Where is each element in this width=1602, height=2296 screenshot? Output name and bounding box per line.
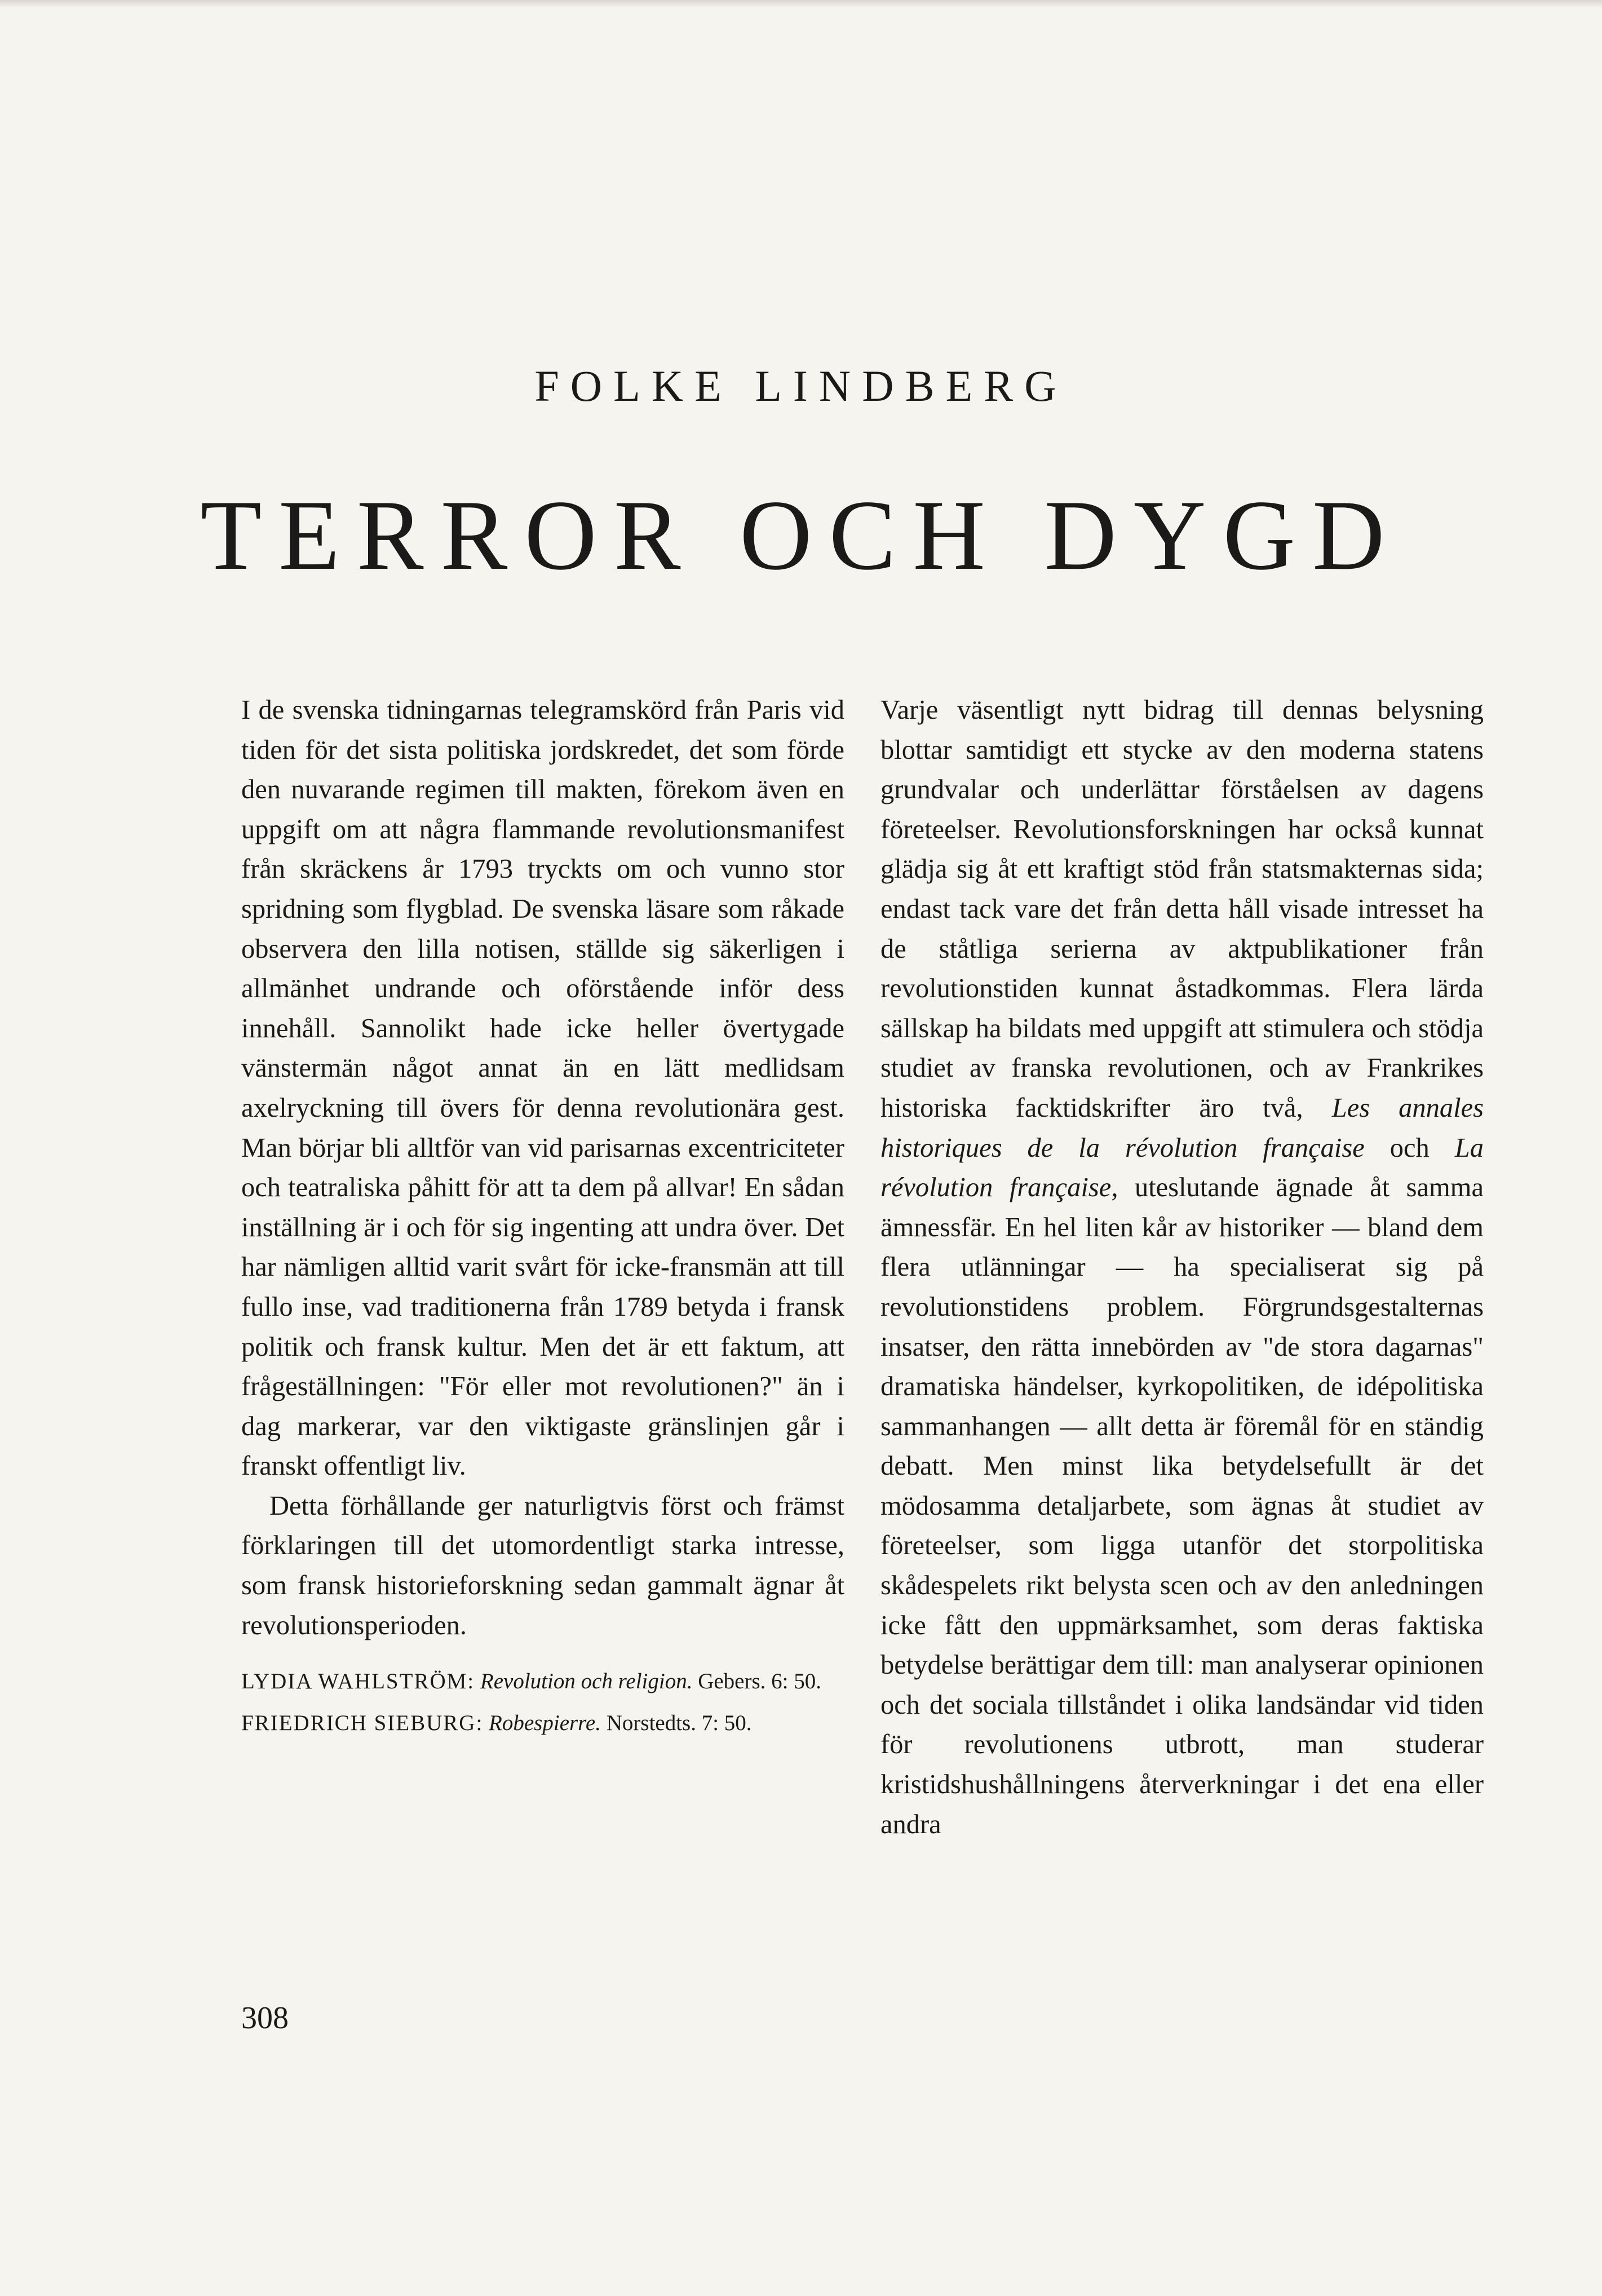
page-number: 308 [241,2001,289,2036]
reference-author: LYDIA WAHLSTRÖM: [241,1669,475,1694]
reference-details: Norstedts. 7: 50. [606,1711,752,1736]
article-title: TERROR OCH DYGD [200,479,1402,591]
right-column [880,691,1484,1844]
right-conjunction: och [1389,1132,1430,1163]
journal-title-1: Les annales historiques de la révolution française [880,1092,1484,1163]
book-reference [241,1666,844,1697]
right-paragraph-1 [880,691,1484,1844]
reviewed-books [241,1666,844,1739]
right-text-a: Varje väsentligt nytt bidrag till dennas belysning blottar samtidigt ett stycke av den moderna statens grundvalar och underlättar förståelsen av dagens företeelser. Revolutionsforskningen har också kunnat glädja sig åt ett kraftigt stöd från statsmakternas sida; endast tack vare det från detta håll visade intresset ha de ståtliga serierna av aktpublikationer från revolutionstiden kunnat åstadkommas. Flera lärda sällskap ha bildats med uppgift att stimulera och stödja studiet av franska revolutionen, och av Frankrikes historiska facktidskrifter äro två, [880,695,1484,1123]
book-reference [241,1707,844,1739]
reference-details: Gebers. 6: 50. [698,1669,821,1694]
article-author: FOLKE LINDBERG [534,361,1068,410]
page-top-edge [0,0,1602,8]
left-paragraph-1: I de svenska tidningarnas telegramskörd från Paris vid tiden för det sista politiska jordskredet, det som förde den nuvarande regimen till makten, förekom även en uppgift om att några flammande revolutionsmanifest från skräckens år 1793 tryckts om och vunno stor spridning som flygblad. De svenska läsare som råkade observera den lilla notisen, ställde sig säkerligen i allmänhet undrande och oförstående inför dess innehåll. Sannolikt hade icke heller övertygade vänstermän något annat än en lätt medlidsam axelryckning till övers för denna revolutionära gest. Man börjar bli alltför van vid parisarnas excentriciteter och teatraliska påhitt för att ta dem på allvar! En sådan inställning är i och för sig ingenting att undra över. Det har nämligen alltid varit svårt för icke-fransmän att till fullo inse, vad traditionerna från 1789 betyda i fransk politik och fransk kultur. Men det är ett faktum, att frågeställningen: "För eller mot revolutionen?" än i dag markerar, var den viktigaste gränslinjen går i franskt offentligt liv. [241,695,844,1481]
reference-author: FRIEDRICH SIEBURG: [241,1711,484,1736]
journal-title-2: La révolution française, [880,1132,1484,1203]
left-column [241,691,844,1749]
right-text-b: uteslutande ägnade åt samma ämnessfär. En hel liten kår av historiker — bland dem flera utlänningar — ha specialiserat sig på revolutionstidens problem. Förgrundsgestalternas insatser, den rätta innebörden av "de stora dagarnas" dramatiska händelser, kyrkopolitiken, de idépolitiska sammanhangen — allt detta är föremål för en ständig debatt. Men minst lika betydelsefullt är det mödosamma detaljarbete, som ägnas åt studiet av företeelser, som ligga utanför det storpolitiska skådespelets rikt belysta scen och av den anledningen icke fått den uppmärksamhet, som deras faktiska betydelse berättigar dem till: man analyserar opinionen och det sociala tillståndet i olika landsändar vid tiden för revolutionens utbrott, man studerar kristidshushållningens återverkningar i det ena eller andra [880,1173,1484,1839]
reference-title: Revolution och religion. [480,1669,693,1694]
reference-title: Robespierre. [489,1711,601,1736]
left-paragraph-2: Detta förhållande ger naturligtvis först och främst förklaringen till det utomordentligt starka intresse, som fransk historieforskning sedan gammalt ägnar åt revolutionsperioden. [241,1490,844,1640]
